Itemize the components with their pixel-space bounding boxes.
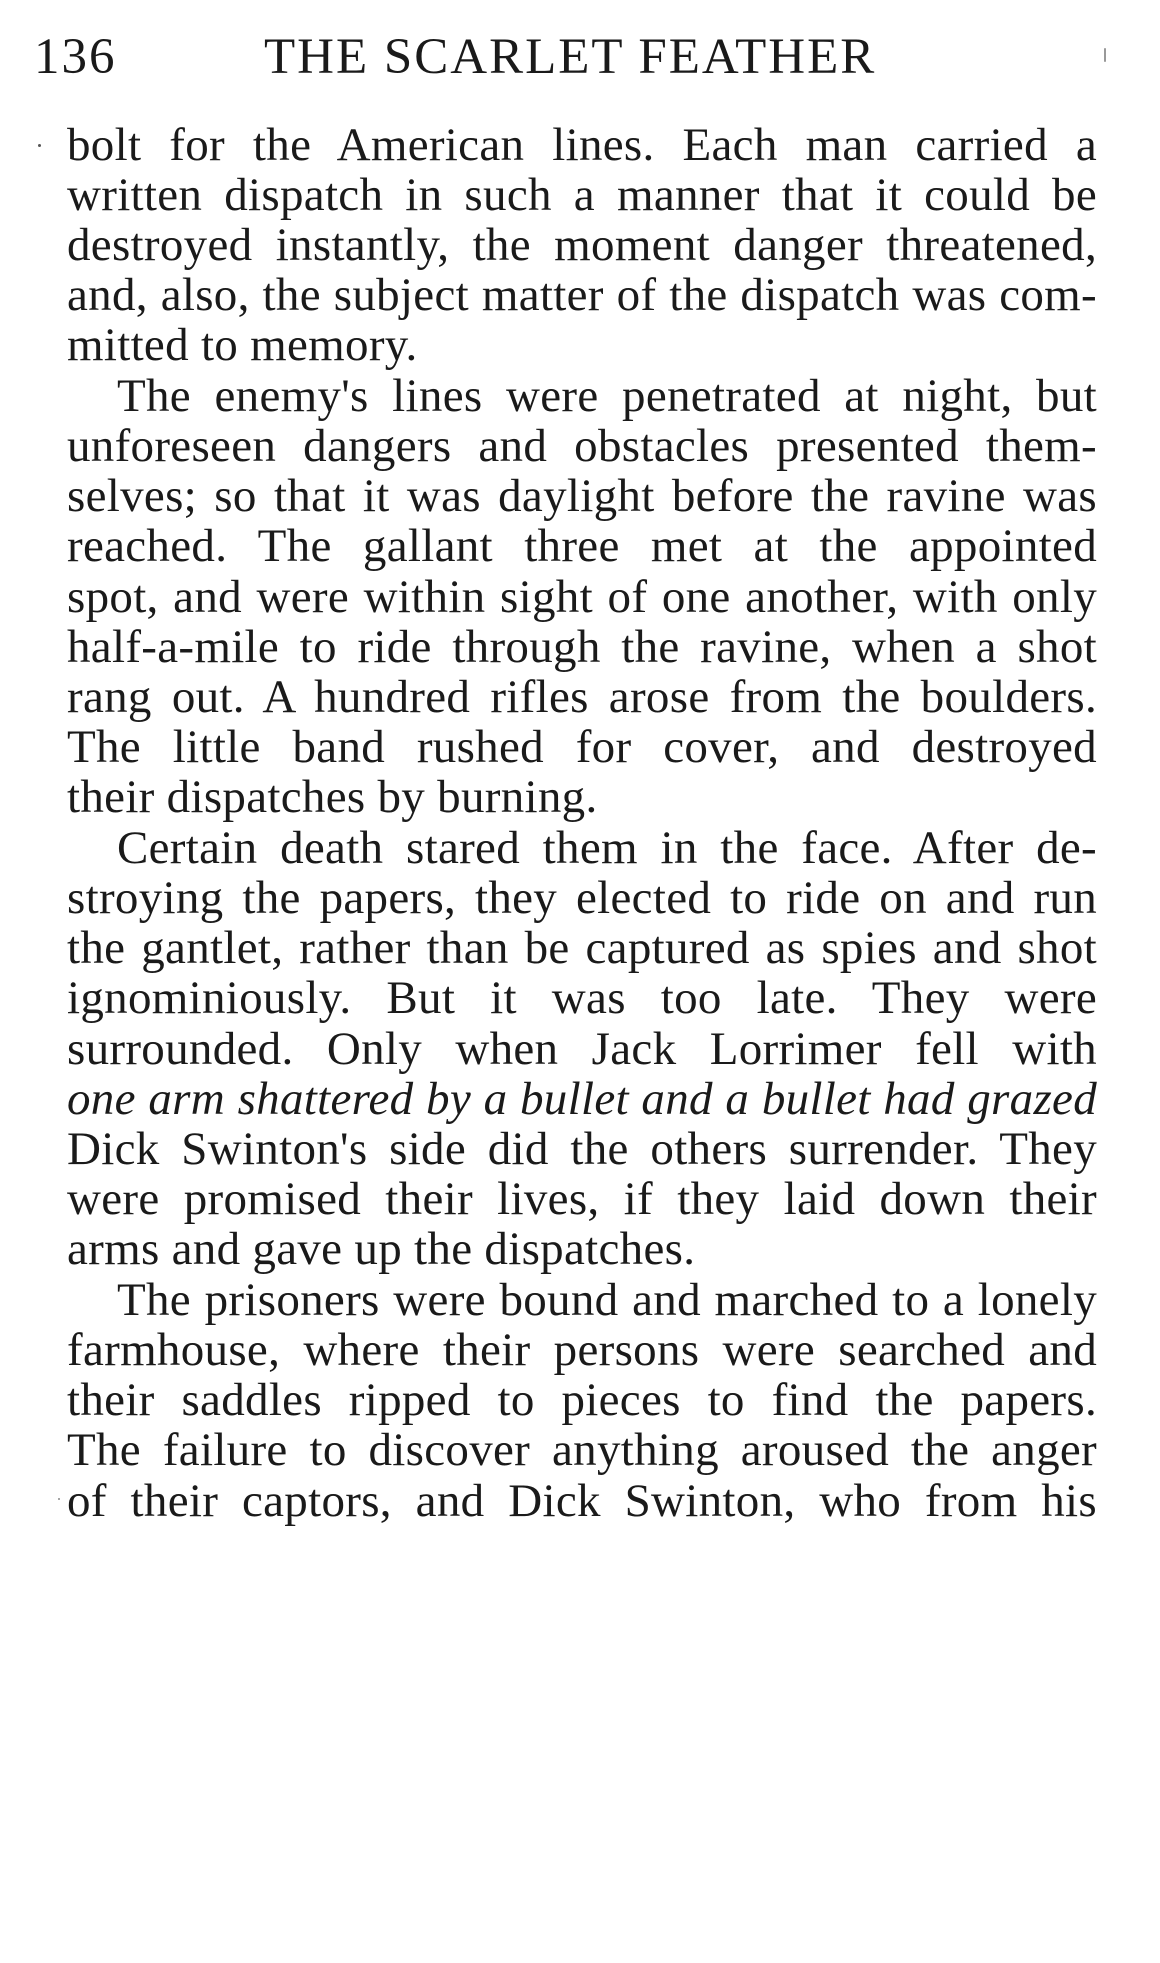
- text-line: selves; so that it was daylight before the ravine was: [67, 470, 1097, 522]
- text-line: unforeseen dangers and obstacles presented them-: [67, 420, 1097, 472]
- text-line: arms and gave up the dispatches.: [67, 1223, 696, 1275]
- text-line: stroying the papers, they elected to ride on and run: [67, 872, 1097, 924]
- print-speck: [38, 144, 41, 147]
- text-line: Certain death stared them in the face. After de-: [117, 822, 1097, 874]
- text-line: destroyed instantly, the moment danger threatened,: [67, 219, 1097, 271]
- text-line: ignominiously. But it was too late. They were: [67, 972, 1097, 1024]
- italic-text: one arm shattered by a bullet and a bullet had grazed: [67, 1073, 1097, 1125]
- text-line: and, also, the subject matter of the dispatch was com-: [67, 269, 1097, 321]
- text-line: half-a-mile to ride through the ravine, when a shot: [67, 621, 1097, 673]
- text-line: The little band rushed for cover, and destroyed: [67, 721, 1097, 773]
- text-line: Dick Swinton's side did the others surrender. They: [67, 1123, 1097, 1175]
- text-line: farmhouse, where their persons were searched and: [67, 1324, 1097, 1376]
- text-line: The prisoners were bound and marched to a lonely: [117, 1274, 1097, 1326]
- text-line: bolt for the American lines. Each man carried a: [67, 119, 1097, 171]
- print-speck: [58, 1498, 60, 1500]
- page-number: 136: [34, 29, 117, 85]
- text-line: written dispatch in such a manner that it could be: [67, 169, 1097, 221]
- print-speck: [1104, 48, 1106, 62]
- text-line: were promised their lives, if they laid down their: [67, 1173, 1097, 1225]
- text-line: the gantlet, rather than be captured as spies and shot: [67, 922, 1097, 974]
- text-line: reached. The gallant three met at the appointed: [67, 520, 1097, 572]
- text-line: surrounded. Only when Jack Lorrimer fell with: [67, 1023, 1097, 1075]
- text-line: mitted to memory.: [67, 319, 418, 371]
- text-line: their dispatches by burning.: [67, 771, 598, 823]
- text-line: The enemy's lines were penetrated at night, but: [117, 370, 1097, 422]
- text-line: of their captors, and Dick Swinton, who from his: [67, 1475, 1097, 1527]
- text-line: spot, and were within sight of one another, with only: [67, 571, 1097, 623]
- running-head: [34, 22, 1124, 92]
- text-line: their saddles ripped to pieces to find the papers.: [67, 1374, 1097, 1426]
- running-title: THE SCARLET FEATHER: [264, 29, 877, 85]
- text-line: rang out. A hundred rifles arose from the boulders.: [67, 671, 1097, 723]
- text-line: The failure to discover anything aroused the anger: [67, 1424, 1097, 1476]
